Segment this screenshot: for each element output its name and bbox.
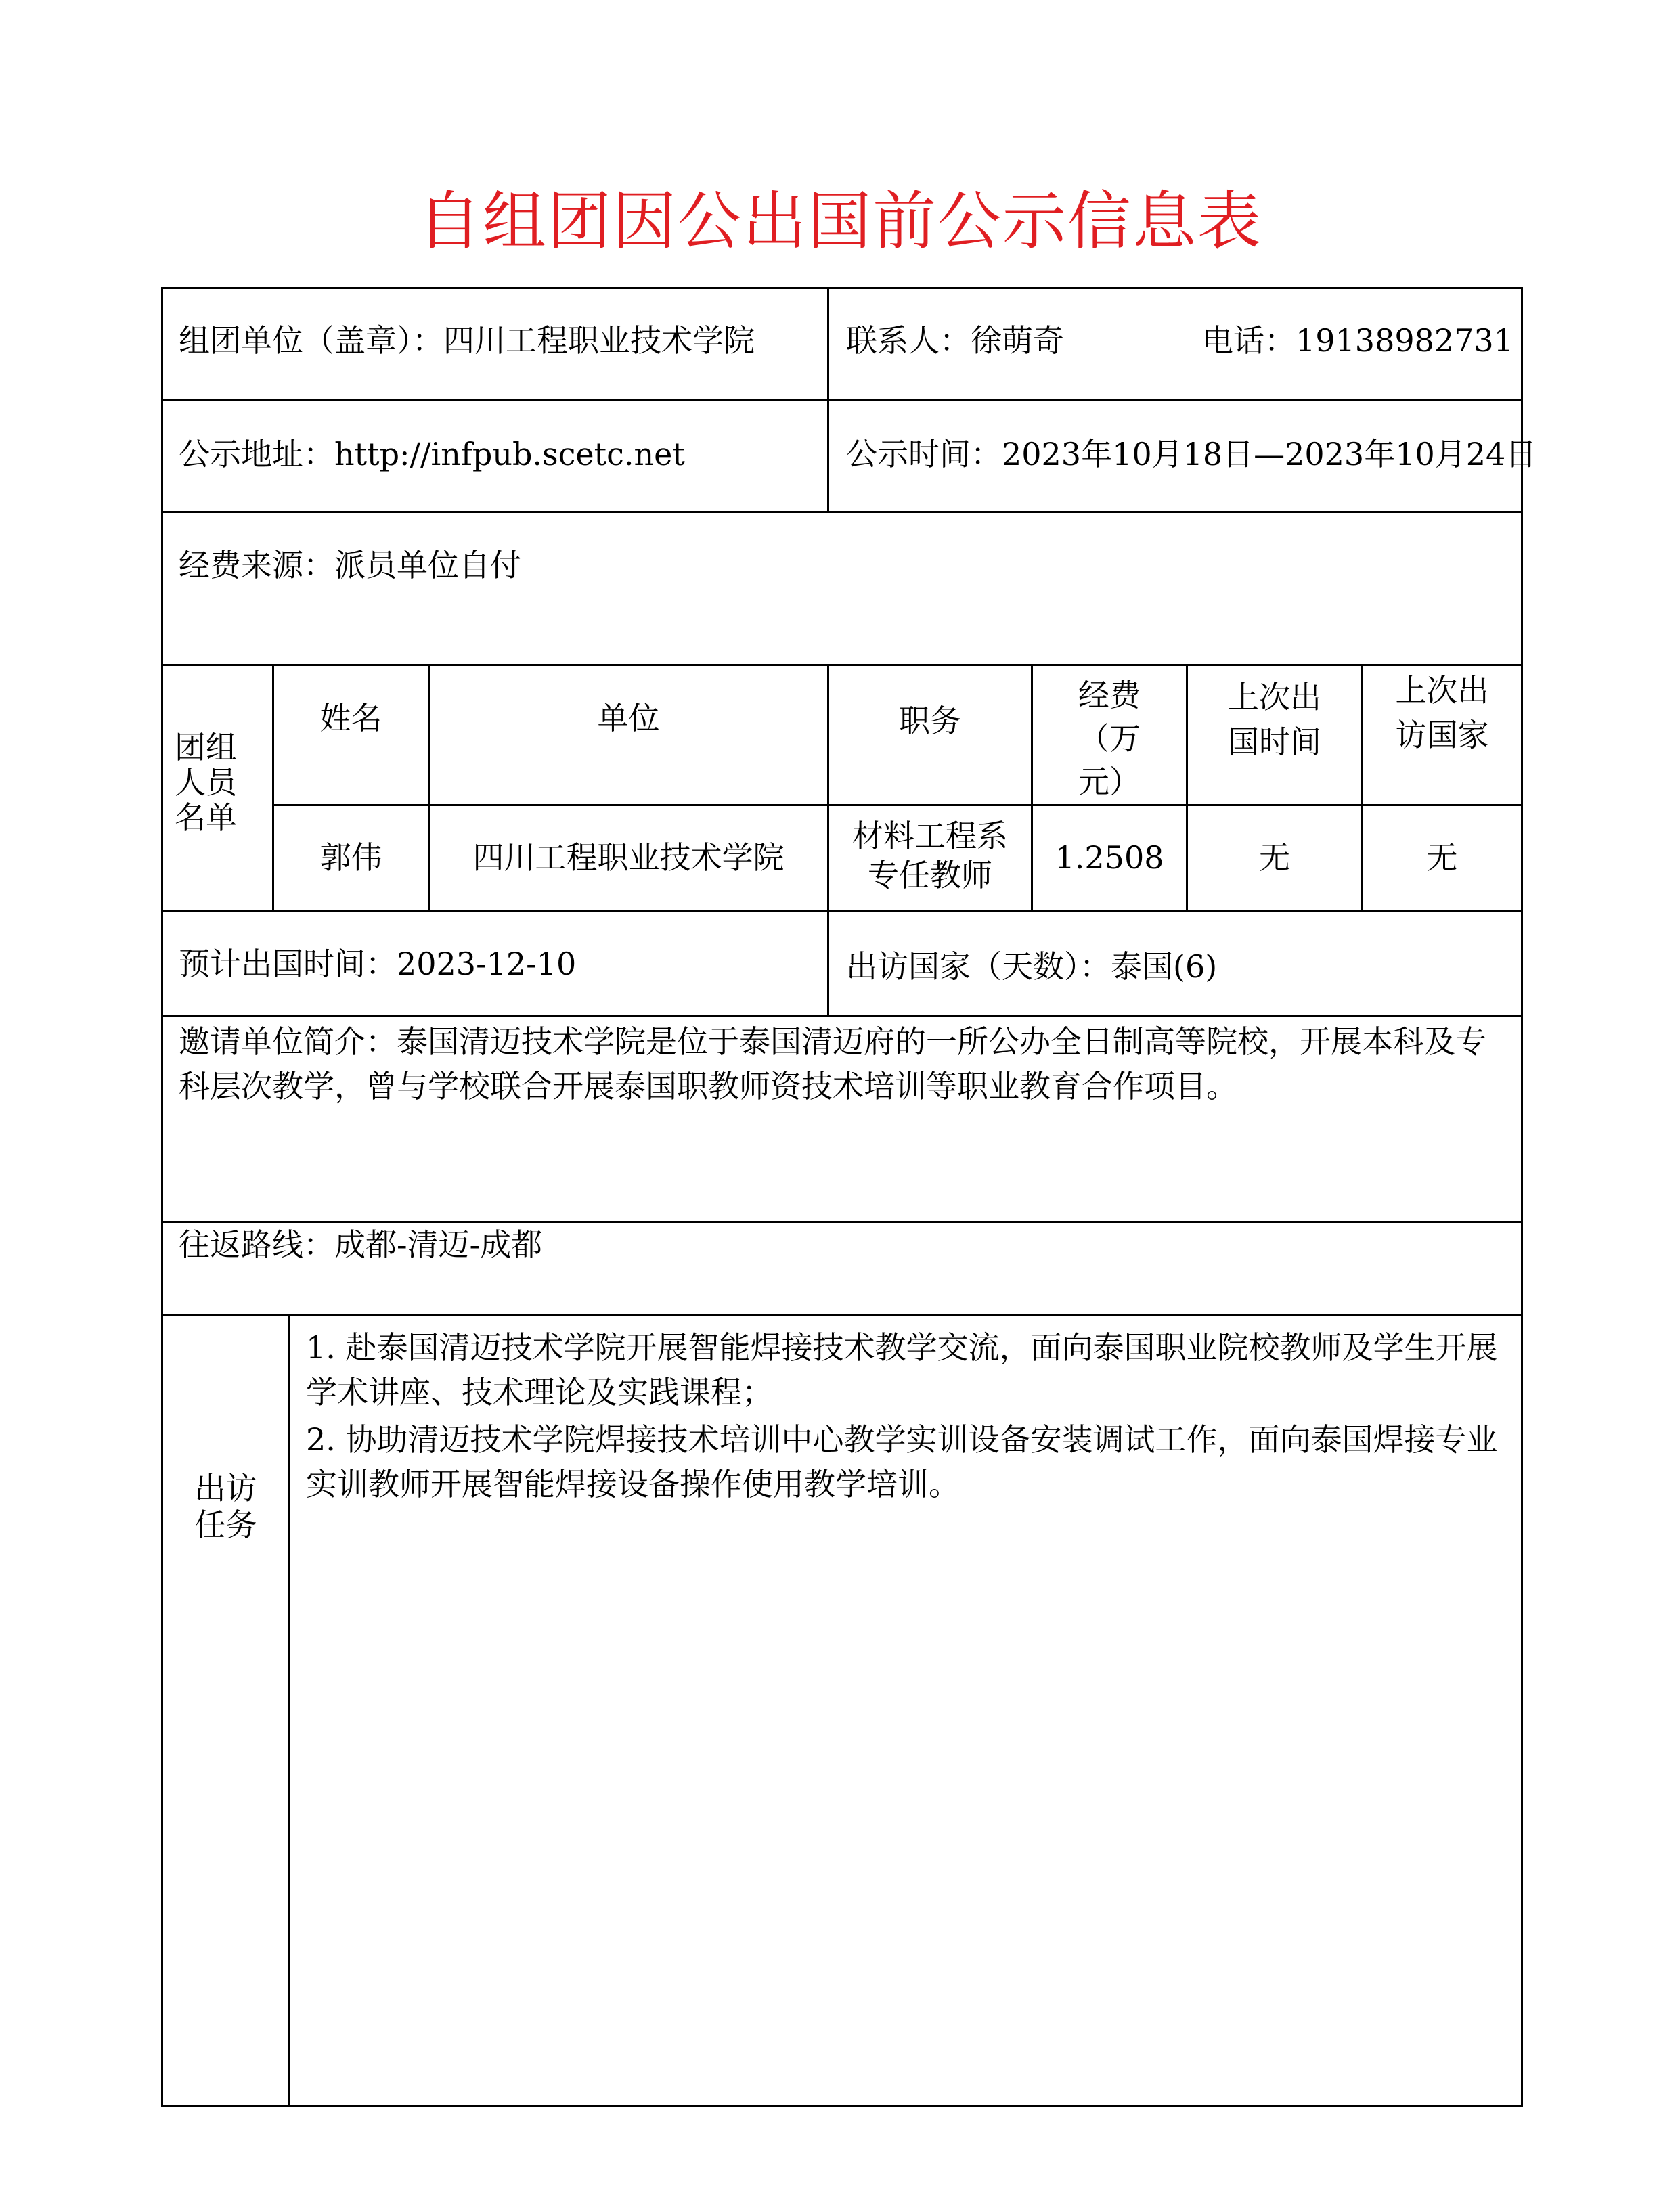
- phone-value: 19138982731: [1296, 322, 1513, 359]
- country-cell: [846, 946, 1217, 987]
- period-value: 2023年10月18日—2023年10月24日: [1002, 436, 1537, 472]
- invite-text: 泰国清迈技术学院是位于泰国清迈府的一所公办全日制高等院校，开展本科及专科层次教学，曾与学校联合开展泰国职教师资技术培训等职业教育合作项目。: [179, 1023, 1486, 1105]
- member-funds: 1.2508: [1055, 839, 1164, 876]
- country-value: 泰国(6): [1111, 948, 1218, 985]
- header-funds: 经费 （万 元）: [1078, 677, 1141, 800]
- list-item: 1. 赴泰国清迈技术学院开展智能焊接技术教学交流，面向泰国职业院校教师及学生开展学术讲座、技术理论及实践课程；: [306, 1329, 1498, 1410]
- route-cell: [179, 1224, 542, 1266]
- organizer-label: 组团单位（盖章）：: [179, 322, 443, 359]
- country-label: 出访国家（天数）：: [846, 948, 1111, 985]
- page-title: 自组团因公出国前公示信息表: [417, 185, 1262, 259]
- header-position: 职务: [899, 703, 961, 739]
- departure-value: 2023-12-10: [397, 946, 577, 982]
- member-name: 郭伟: [319, 839, 382, 876]
- funding-label: 经费来源：: [179, 547, 334, 583]
- members-section-label: 团组 人员 名单: [175, 729, 237, 836]
- period-cell: [846, 433, 1537, 475]
- header-last-country: 上次出 访国家: [1395, 672, 1489, 753]
- address-cell: [179, 433, 685, 475]
- phone-cell: [1202, 319, 1513, 361]
- contact-cell: [846, 319, 1064, 361]
- task-list: [306, 1325, 1518, 1507]
- invite-label: 邀请单位简介：: [179, 1023, 397, 1060]
- header-name: 姓名: [319, 700, 382, 736]
- organizer-cell: [179, 319, 755, 361]
- member-unit: 四川工程职业技术学院: [472, 839, 784, 876]
- contact-label: 联系人：: [846, 322, 971, 359]
- invite-cell: [179, 1019, 1492, 1109]
- funding-value: 派员单位自付: [334, 547, 521, 583]
- address-label: 公示地址：: [179, 436, 334, 472]
- member-last-country: 无: [1426, 839, 1458, 876]
- member-last-time: 无: [1259, 839, 1290, 876]
- tasks-section-label: 出访 任务: [194, 1470, 257, 1543]
- departure-cell: [179, 943, 576, 985]
- member-position: 材料工程系 专任教师: [852, 818, 1008, 893]
- period-label: 公示时间：: [846, 436, 1002, 472]
- route-value: 成都-清迈-成都: [334, 1226, 543, 1263]
- header-last-time: 上次出 国时间: [1228, 679, 1321, 760]
- phone-label: 电话：: [1202, 322, 1296, 359]
- departure-label: 预计出国时间：: [179, 946, 397, 982]
- funding-cell: [179, 544, 521, 586]
- contact-value: 徐萌奇: [971, 322, 1064, 359]
- route-label: 往返路线：: [179, 1226, 334, 1263]
- organizer-value: 四川工程职业技术学院: [443, 322, 755, 359]
- list-item: 2. 协助清迈技术学院焊接技术培训中心教学实训设备安装调试工作，面向泰国焊接专业实训教师开展智能焊接设备操作使用教学培训。: [306, 1421, 1498, 1503]
- address-value: http://infpub.scetc.net: [334, 436, 685, 472]
- header-unit: 单位: [597, 700, 660, 736]
